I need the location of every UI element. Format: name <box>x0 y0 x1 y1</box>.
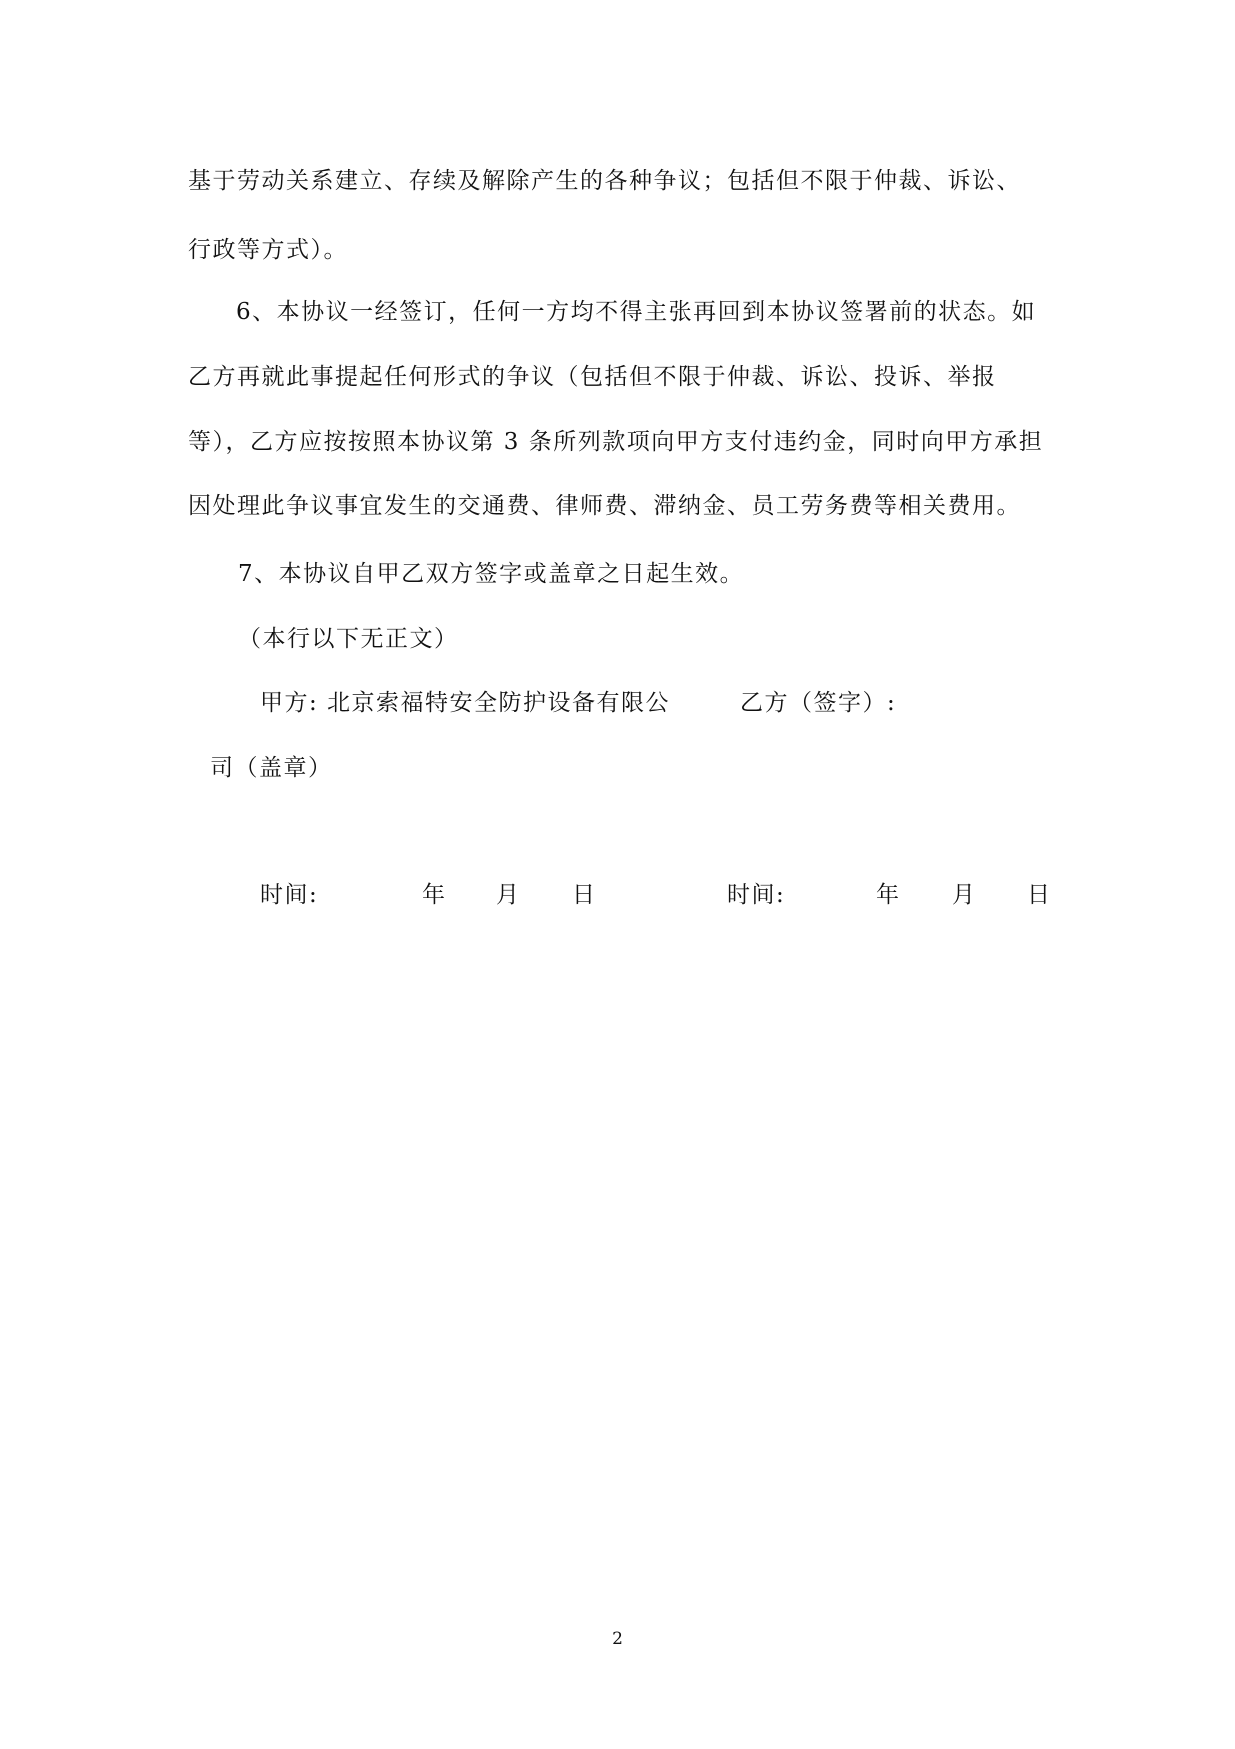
party-b-signature: 乙方（签字）: <box>740 690 897 716</box>
party-a-date-year: 年 <box>422 882 447 908</box>
party-a-date-month: 月 <box>496 882 521 908</box>
end-of-text-note: （本行以下无正文） <box>238 626 459 652</box>
party-a-date-label: 时间: <box>260 882 319 908</box>
paragraph-6-line-1: 6、本协议一经签订，任何一方均不得主张再回到本协议签署前的状态。如 <box>236 299 1037 325</box>
party-a-signature-line-1: 甲方: 北京索福特安全防护设备有限公 <box>260 690 671 716</box>
party-b-date-day: 日 <box>1027 882 1052 908</box>
party-b-date-year: 年 <box>876 882 901 908</box>
paragraph-6-line-4: 因处理此争议事宜发生的交通费、律师费、滞纳金、员工劳务费等相关费用。 <box>188 493 1021 519</box>
paragraph-7: 7、本协议自甲乙双方签字或盖章之日起生效。 <box>238 561 745 587</box>
party-a-date-day: 日 <box>572 882 597 908</box>
party-b-date-label: 时间: <box>727 882 786 908</box>
party-b-date-month: 月 <box>952 882 977 908</box>
party-a-signature-line-2: 司（盖章） <box>210 755 333 781</box>
paragraph-5-continued-line-2: 行政等方式）。 <box>188 237 348 263</box>
paragraph-6-line-2: 乙方再就此事提起任何形式的争议（包括但不限于仲裁、诉讼、投诉、举报 <box>188 364 997 390</box>
page-number: 2 <box>612 1629 623 1649</box>
paragraph-5-continued-line-1: 基于劳动关系建立、存续及解除产生的各种争议；包括但不限于仲裁、诉讼、 <box>188 168 1021 194</box>
paragraph-6-line-3: 等），乙方应按按照本协议第 3 条所列款项向甲方支付违约金，同时向甲方承担 <box>188 429 1044 455</box>
